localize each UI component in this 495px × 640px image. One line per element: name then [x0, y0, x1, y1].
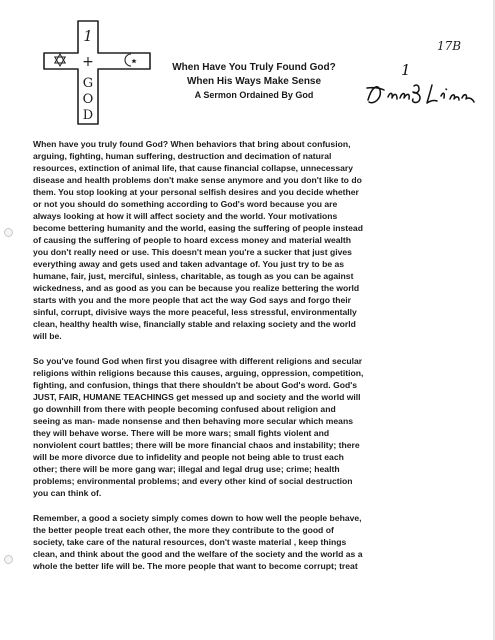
- text-line: will be.: [33, 331, 62, 341]
- logo-letter: 1: [83, 27, 93, 45]
- paragraph: [33, 355, 473, 499]
- text-line: society, take care of the natural resources, don't waste material , keep things: [33, 537, 347, 547]
- cross-logo: [40, 19, 158, 126]
- text-line: wickedness, and as good as you can be because you realize bettering the world: [33, 283, 360, 293]
- star-of-david-icon: [55, 54, 65, 66]
- punch-hole: [4, 555, 13, 564]
- text-line: fighting, and confusion, things that there shouldn't be about God's word. God's: [33, 380, 358, 390]
- text-line: resources, extinction of animal life, that cause financial collapse, unnecessary: [33, 163, 353, 173]
- page-label: 17B: [437, 39, 462, 53]
- logo-letter: O: [82, 92, 94, 107]
- text-line: seeing as man- made nonsense and then behaving more secular which means: [33, 416, 353, 426]
- text-line: the better people treat each other, the more they contribute to the good of: [33, 525, 334, 535]
- text-line: will be more divorce due to infidelity and people not being able to trust each: [33, 452, 344, 462]
- text-line: nonviolent court battles; there will be more financial chaos and instability; there: [33, 440, 360, 450]
- text-line: whole the better life will be. The more people that want to become corrupt; treat: [33, 561, 358, 571]
- cross-outline: [44, 21, 150, 124]
- text-line: everything away and gets used and taken advantage of. You just try to be as: [33, 259, 345, 269]
- text-line: they will behave worse. There will be more wars; small fights violent and: [33, 428, 330, 438]
- logo-letter: D: [82, 108, 94, 123]
- paragraph: [33, 512, 473, 572]
- text-line: problems; environmental problems; and every other kind of social destruction: [33, 476, 353, 486]
- text-line: When have you truly found God? When behaviors that bring about confusion,: [33, 139, 351, 149]
- text-line: always looking at how it will affect society and the world. Your motivations: [33, 211, 338, 221]
- crescent-star-icon: [125, 54, 137, 66]
- title-block: [150, 61, 358, 101]
- page-title: When Have You Truly Found God?: [172, 62, 336, 73]
- text-line: disease and health problems don't make sense anymore and you don't like to do: [33, 175, 362, 185]
- signature: [364, 78, 482, 110]
- text-line: them. You stop looking at your personal selfish desires and you decide whether: [33, 187, 359, 197]
- page-title-line-2: When His Ways Make Sense: [186, 76, 322, 87]
- text-line: you don't really need or use. This doesn't mean you're a sucker that just gives: [33, 247, 352, 257]
- paragraph: [33, 138, 473, 342]
- text-line: sinful, corrupt, divisive ways the more peaceful, less stressful, environmentally: [33, 307, 357, 317]
- text-line: clean, healthy health wise, financially stable and relaxing society and the world: [33, 319, 356, 329]
- page-subtitle: A Sermon Ordained By God: [194, 90, 314, 100]
- text-line: starts with you and the more people that act the way God says and forgo their: [33, 295, 352, 305]
- logo-letter: +: [82, 54, 94, 70]
- text-line: So you've found God when first you disagree with different religions and secular: [33, 356, 363, 366]
- text-line: of causing the suffering of people to hoard excess money and material wealth: [33, 235, 352, 245]
- text-line: humane, fair, just, merciful, sinless, charitable, as tough as you can be against: [33, 271, 354, 281]
- text-line: other; there will be more gang war; illegal and legal drug use; crime; health: [33, 464, 340, 474]
- sermon-body: [33, 138, 473, 585]
- text-line: arguing, fighting, human suffering, destruction and decimation of natural: [33, 151, 332, 161]
- page-number: 1: [401, 61, 411, 79]
- text-line: Remember, a good a society simply comes down to how well the people behave,: [33, 513, 362, 523]
- text-line: JUST, FAIR, HUMANE TEACHINGS get messed up and society and the world will: [33, 392, 361, 402]
- punch-hole: [4, 228, 13, 237]
- logo-letter: G: [82, 76, 94, 91]
- text-line: clean, and think about the good and the welfare of the society and the world as a: [33, 549, 363, 559]
- text-line: religions within religions because this causes, arguing, oppression, competition,: [33, 368, 364, 378]
- text-line: you can think of.: [33, 488, 102, 498]
- text-line: or not you should do something according to God's word because you are: [33, 199, 338, 209]
- text-line: go downhill from there with people becoming confused about religion and: [33, 404, 336, 414]
- text-line: become bettering humanity and the world, easing the suffering of people instead: [33, 223, 363, 233]
